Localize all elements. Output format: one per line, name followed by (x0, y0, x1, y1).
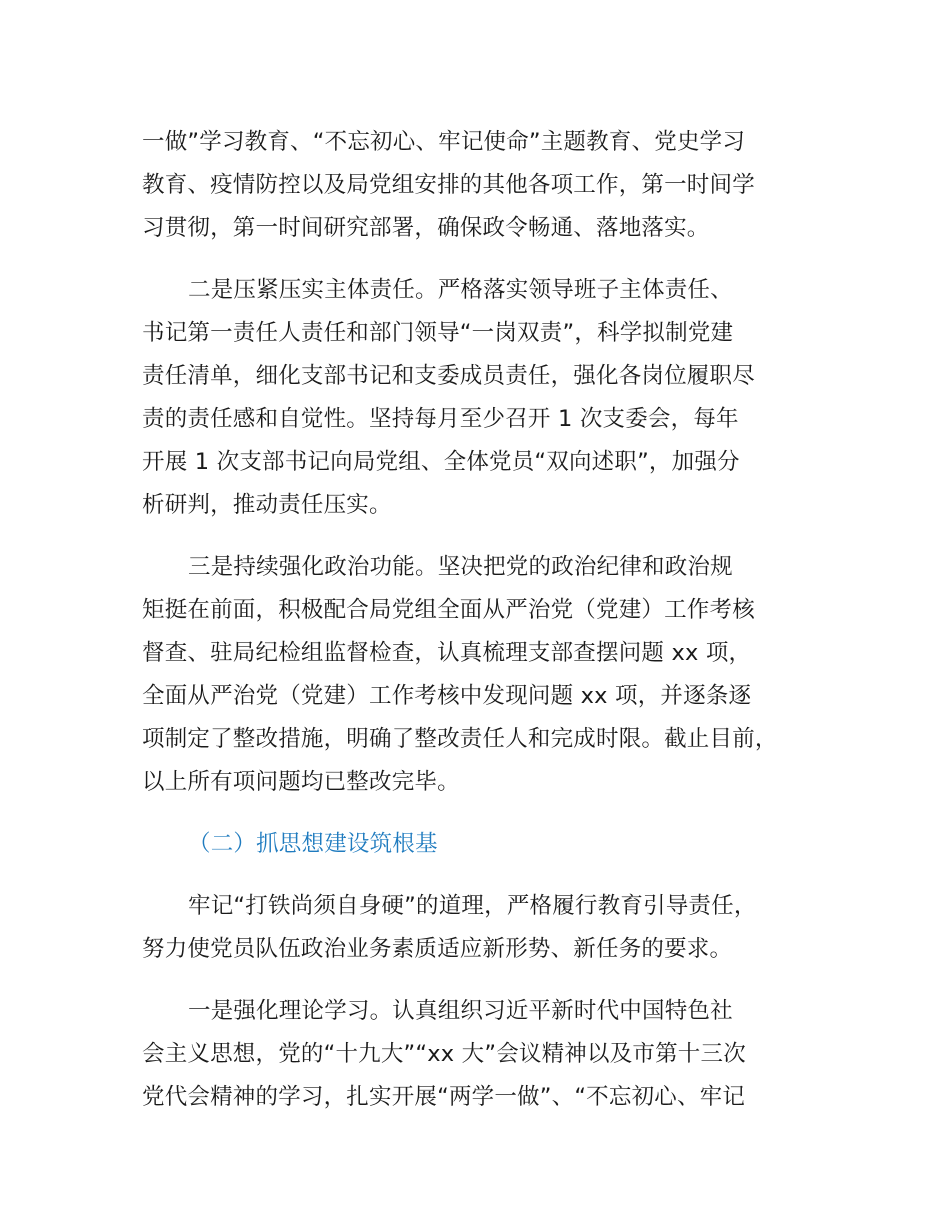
body-text-line: 开展 1 次支部书记向局党组、全体党员“双向述职”，加强分 (142, 449, 740, 475)
body-text-line: 二是压紧压实主体责任。严格落实领导班子主体责任、 (188, 277, 733, 303)
section-heading: （二）抓思想建设筑根基 (188, 831, 438, 857)
body-text-line: 会主义思想，党的“十九大”“xx 大”会议精神以及市第十三次 (142, 1041, 746, 1067)
body-text-line: 三是持续强化政治功能。坚决把党的政治纪律和政治规 (188, 554, 733, 580)
body-text-line: 一做”学习教育、“不忘初心、牢记使命”主题教育、党史学习 (142, 129, 746, 155)
body-text-line: 督查、驻局纪检组监督检查，认真梳理支部查摆问题 xx 项， (142, 640, 752, 666)
body-text-line: 习贯彻，第一时间研究部署，确保政令畅通、落地落实。 (142, 215, 710, 241)
body-text-line: 书记第一责任人责任和部门领导“一岗双责”，科学拟制党建 (142, 320, 734, 346)
body-text-line: 牢记“打铁尚须自身硬”的道理，严格履行教育引导责任， (188, 893, 757, 919)
body-text-line: 责的责任感和自觉性。坚持每月至少召开 1 次支委会，每年 (142, 406, 739, 432)
body-text-line: 努力使党员队伍政治业务素质适应新形势、新任务的要求。 (142, 936, 733, 962)
body-text-line: 以上所有项问题均已整改完毕。 (142, 769, 460, 795)
body-text-line: 责任清单，细化支部书记和支委成员责任，强化各岗位履职尽 (142, 363, 755, 389)
body-text-line: 项制定了整改措施，明确了整改责任人和完成时限。截止目前， (142, 726, 778, 752)
body-text-line: 一是强化理论学习。认真组织习近平新时代中国特色社 (188, 998, 733, 1024)
body-text-line: 全面从严治党（党建）工作考核中发现问题 xx 项，并逐条逐 (142, 683, 752, 709)
body-text-line: 析研判，推动责任压实。 (142, 492, 392, 518)
body-text-line: 矩挺在前面，积极配合局党组全面从严治党（党建）工作考核 (142, 597, 755, 623)
body-text-line: 教育、疫情防控以及局党组安排的其他各项工作，第一时间学 (142, 172, 755, 198)
body-text-line: 党代会精神的学习，扎实开展“两学一做”、“不忘初心、牢记 (142, 1084, 746, 1110)
